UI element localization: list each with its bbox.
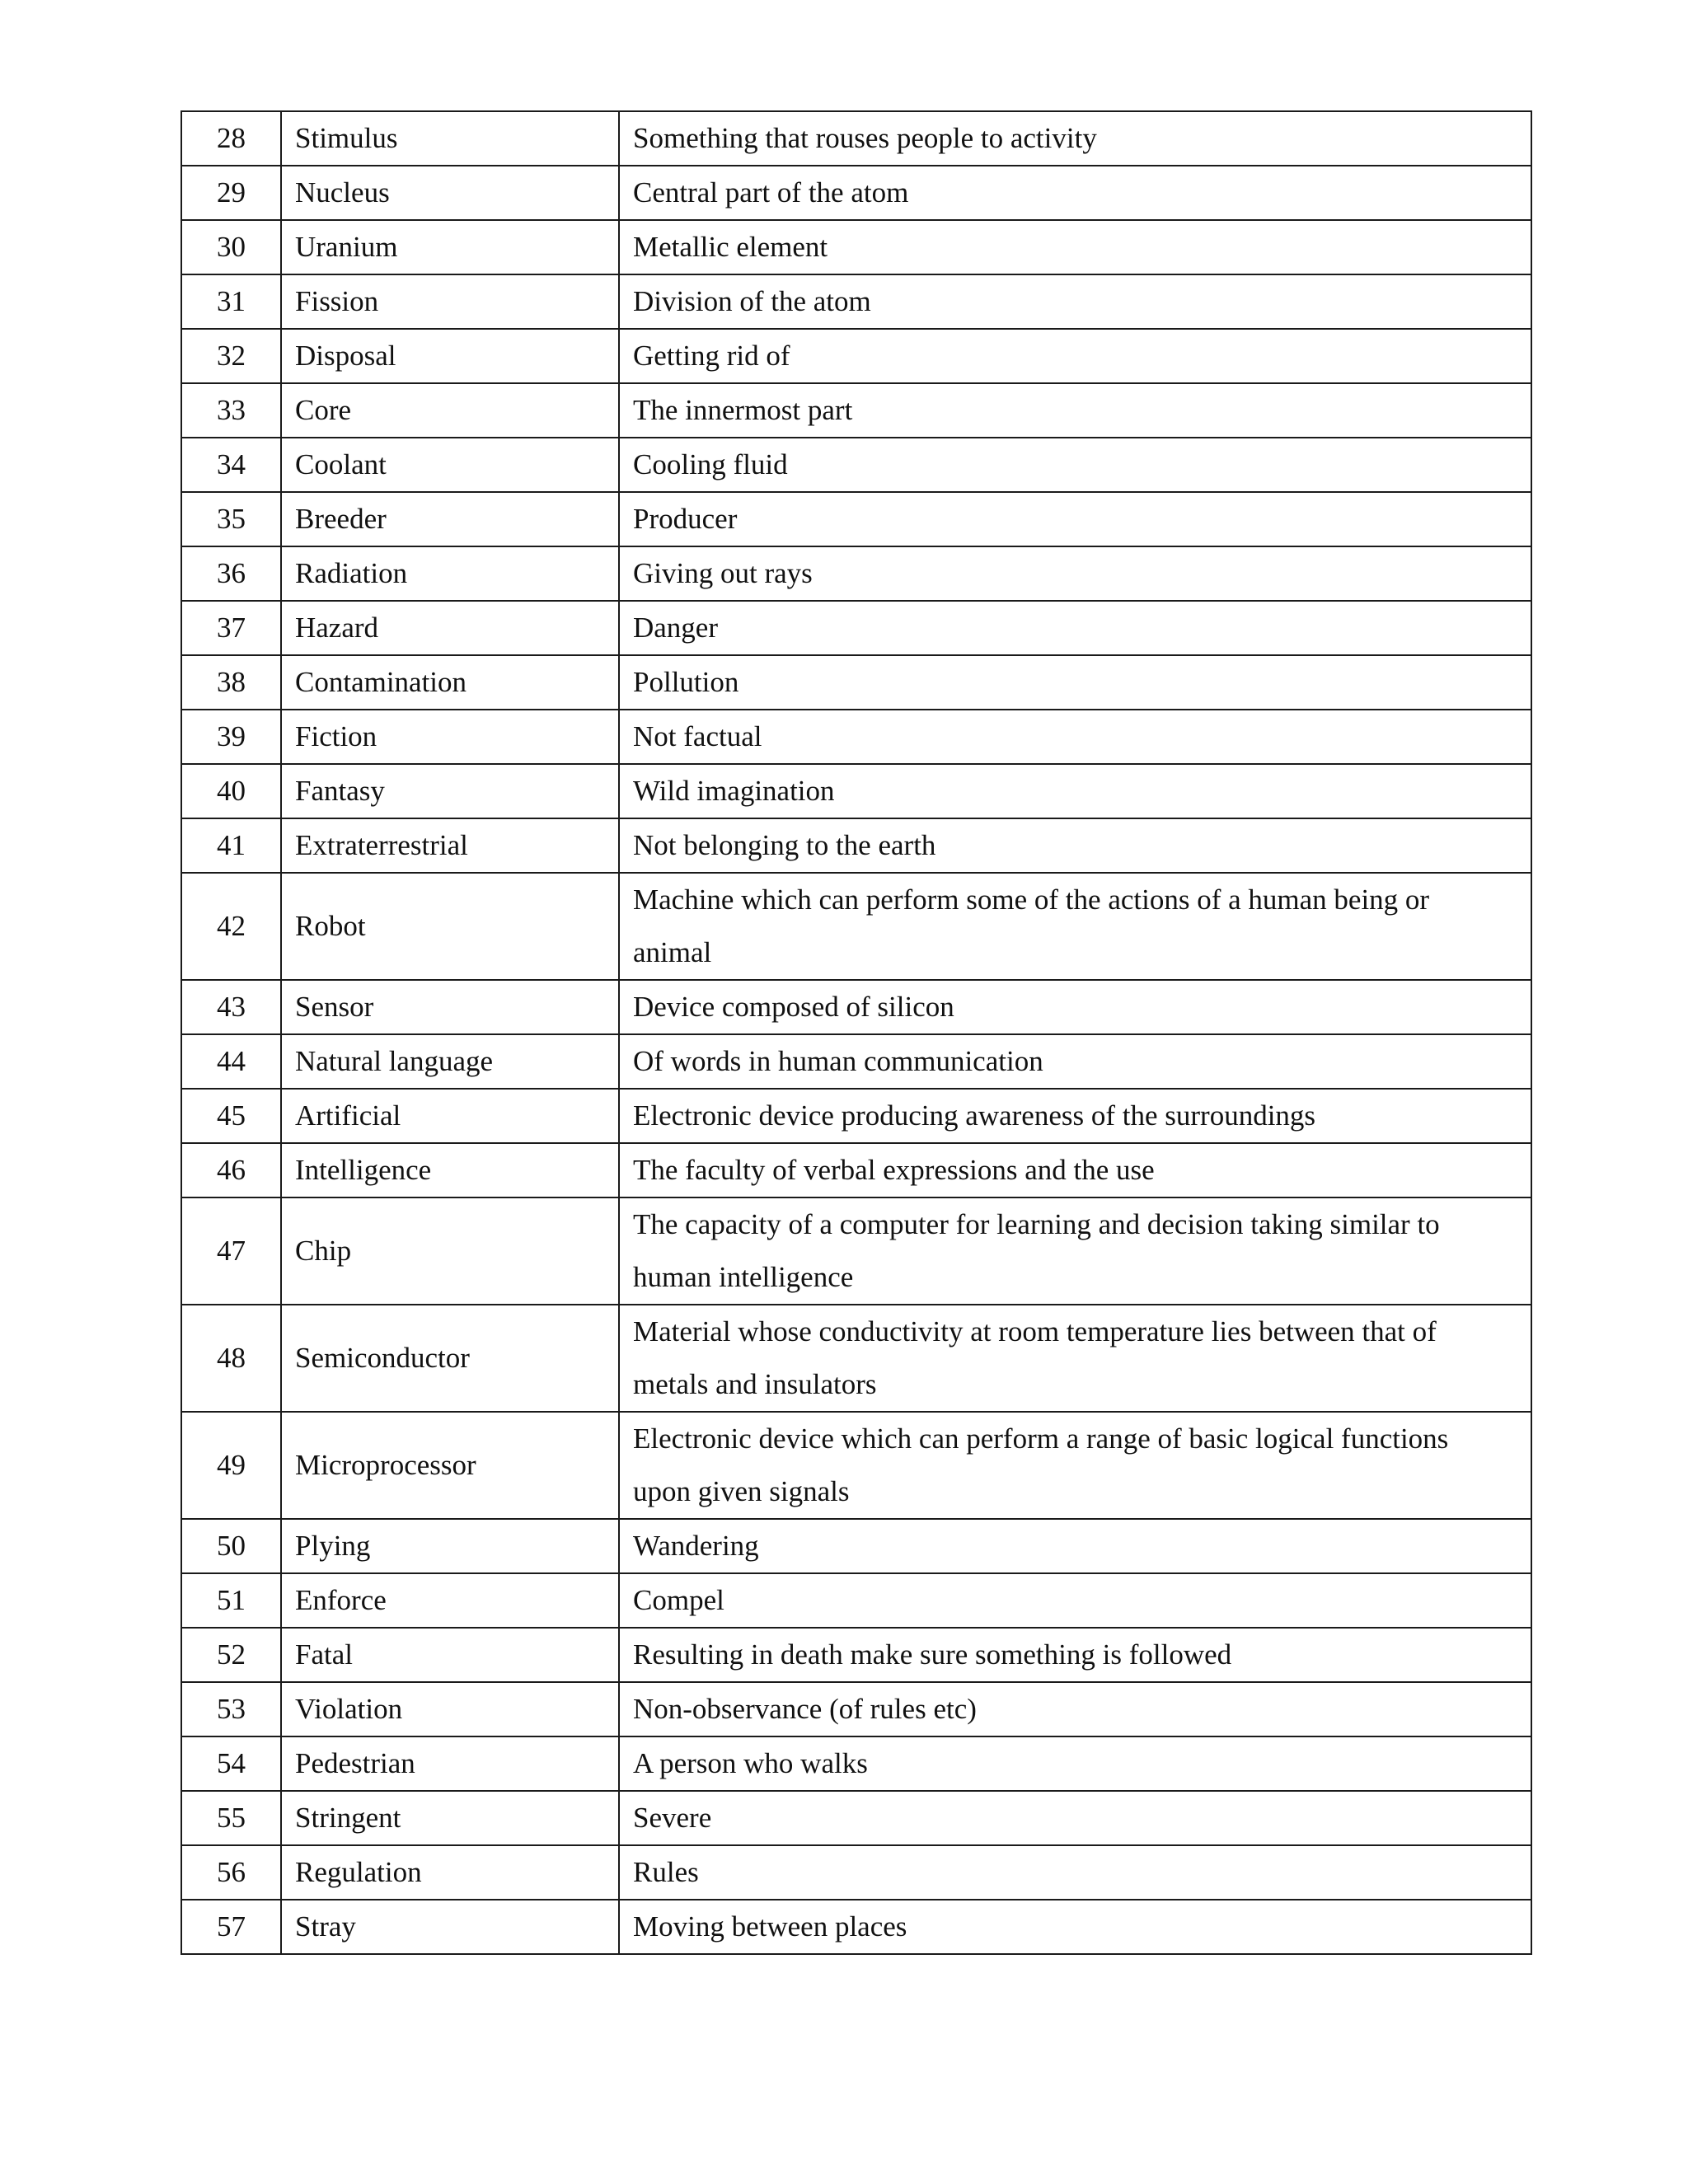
entry-definition: Metallic element bbox=[619, 220, 1531, 274]
entry-definition: The innermost part bbox=[619, 383, 1531, 438]
entry-word: Pedestrian bbox=[281, 1736, 619, 1791]
entry-word: Artificial bbox=[281, 1089, 619, 1143]
entry-definition: Device composed of silicon bbox=[619, 980, 1531, 1034]
table-row bbox=[181, 1900, 1531, 1954]
entry-word: Fission bbox=[281, 274, 619, 329]
entry-number: 32 bbox=[181, 329, 281, 383]
entry-definition: Not belonging to the earth bbox=[619, 818, 1531, 873]
entry-word: Sensor bbox=[281, 980, 619, 1034]
entry-word: Stray bbox=[281, 1900, 619, 1954]
entry-definition: Getting rid of bbox=[619, 329, 1531, 383]
table-row bbox=[181, 764, 1531, 818]
entry-word: Intelligence bbox=[281, 1143, 619, 1197]
table-row bbox=[181, 1412, 1531, 1519]
entry-number: 39 bbox=[181, 710, 281, 764]
table-row bbox=[181, 601, 1531, 655]
entry-number: 52 bbox=[181, 1628, 281, 1682]
entry-definition: Producer bbox=[619, 492, 1531, 546]
table-row bbox=[181, 329, 1531, 383]
entry-definition: Resulting in death make sure something is followed bbox=[619, 1628, 1531, 1682]
table-row bbox=[181, 1573, 1531, 1628]
entry-definition: A person who walks bbox=[619, 1736, 1531, 1791]
entry-definition: Compel bbox=[619, 1573, 1531, 1628]
entry-number: 45 bbox=[181, 1089, 281, 1143]
entry-number: 36 bbox=[181, 546, 281, 601]
entry-word: Stimulus bbox=[281, 111, 619, 166]
entry-word: Uranium bbox=[281, 220, 619, 274]
entry-number: 48 bbox=[181, 1305, 281, 1412]
table-row bbox=[181, 111, 1531, 166]
table-row bbox=[181, 980, 1531, 1034]
entry-definition: Giving out rays bbox=[619, 546, 1531, 601]
entry-number: 33 bbox=[181, 383, 281, 438]
table-row bbox=[181, 438, 1531, 492]
entry-definition: Cooling fluid bbox=[619, 438, 1531, 492]
entry-word: Plying bbox=[281, 1519, 619, 1573]
table-row bbox=[181, 710, 1531, 764]
entry-word: Microprocessor bbox=[281, 1412, 619, 1519]
entry-number: 53 bbox=[181, 1682, 281, 1736]
entry-number: 38 bbox=[181, 655, 281, 710]
entry-definition: Moving between places bbox=[619, 1900, 1531, 1954]
table-row bbox=[181, 1682, 1531, 1736]
table-row bbox=[181, 1143, 1531, 1197]
table-row bbox=[181, 655, 1531, 710]
entry-number: 47 bbox=[181, 1197, 281, 1305]
entry-word: Semiconductor bbox=[281, 1305, 619, 1412]
entry-word: Radiation bbox=[281, 546, 619, 601]
table-row bbox=[181, 1089, 1531, 1143]
entry-word: Robot bbox=[281, 873, 619, 980]
entry-word: Breeder bbox=[281, 492, 619, 546]
entry-definition: Non-observance (of rules etc) bbox=[619, 1682, 1531, 1736]
entry-number: 41 bbox=[181, 818, 281, 873]
entry-word: Core bbox=[281, 383, 619, 438]
entry-number: 43 bbox=[181, 980, 281, 1034]
entry-number: 30 bbox=[181, 220, 281, 274]
table-row bbox=[181, 274, 1531, 329]
entry-definition: Material whose conductivity at room temperature lies between that of metals and insulators bbox=[619, 1305, 1531, 1412]
entry-word: Enforce bbox=[281, 1573, 619, 1628]
entry-definition: Division of the atom bbox=[619, 274, 1531, 329]
entry-word: Extraterrestrial bbox=[281, 818, 619, 873]
table-row bbox=[181, 166, 1531, 220]
table-row bbox=[181, 1305, 1531, 1412]
table-row bbox=[181, 220, 1531, 274]
table-row bbox=[181, 818, 1531, 873]
entry-word: Fatal bbox=[281, 1628, 619, 1682]
entry-number: 57 bbox=[181, 1900, 281, 1954]
entry-number: 42 bbox=[181, 873, 281, 980]
entry-number: 31 bbox=[181, 274, 281, 329]
entry-word: Coolant bbox=[281, 438, 619, 492]
table-row bbox=[181, 383, 1531, 438]
entry-definition: Severe bbox=[619, 1791, 1531, 1845]
table-row bbox=[181, 1628, 1531, 1682]
entry-number: 46 bbox=[181, 1143, 281, 1197]
entry-word: Contamination bbox=[281, 655, 619, 710]
entry-number: 29 bbox=[181, 166, 281, 220]
entry-word: Hazard bbox=[281, 601, 619, 655]
entry-number: 55 bbox=[181, 1791, 281, 1845]
table-row bbox=[181, 873, 1531, 980]
entry-number: 35 bbox=[181, 492, 281, 546]
entry-number: 49 bbox=[181, 1412, 281, 1519]
entry-word: Violation bbox=[281, 1682, 619, 1736]
entry-definition: Central part of the atom bbox=[619, 166, 1531, 220]
entry-word: Chip bbox=[281, 1197, 619, 1305]
entry-number: 44 bbox=[181, 1034, 281, 1089]
entry-definition: Electronic device producing awareness of the surroundings bbox=[619, 1089, 1531, 1143]
entry-number: 50 bbox=[181, 1519, 281, 1573]
table-row bbox=[181, 546, 1531, 601]
entry-word: Stringent bbox=[281, 1791, 619, 1845]
entry-word: Regulation bbox=[281, 1845, 619, 1900]
entry-number: 40 bbox=[181, 764, 281, 818]
entry-word: Nucleus bbox=[281, 166, 619, 220]
entry-number: 37 bbox=[181, 601, 281, 655]
entry-definition: Not factual bbox=[619, 710, 1531, 764]
entry-number: 51 bbox=[181, 1573, 281, 1628]
entry-definition: Of words in human communication bbox=[619, 1034, 1531, 1089]
entry-definition: The capacity of a computer for learning and decision taking similar to human intelligence bbox=[619, 1197, 1531, 1305]
table-row bbox=[181, 1845, 1531, 1900]
table-row bbox=[181, 1197, 1531, 1305]
entry-number: 28 bbox=[181, 111, 281, 166]
entry-definition: Danger bbox=[619, 601, 1531, 655]
entry-word: Disposal bbox=[281, 329, 619, 383]
entry-definition: Wandering bbox=[619, 1519, 1531, 1573]
entry-definition: Wild imagination bbox=[619, 764, 1531, 818]
table-row bbox=[181, 1034, 1531, 1089]
entry-definition: Machine which can perform some of the actions of a human being or animal bbox=[619, 873, 1531, 980]
entry-definition: Something that rouses people to activity bbox=[619, 111, 1531, 166]
entry-word: Natural language bbox=[281, 1034, 619, 1089]
table-row bbox=[181, 1791, 1531, 1845]
vocabulary-table-body bbox=[181, 111, 1531, 1954]
table-row bbox=[181, 492, 1531, 546]
table-row bbox=[181, 1519, 1531, 1573]
entry-word: Fiction bbox=[281, 710, 619, 764]
entry-number: 34 bbox=[181, 438, 281, 492]
entry-definition: Rules bbox=[619, 1845, 1531, 1900]
entry-definition: Electronic device which can perform a range of basic logical functions upon given signals bbox=[619, 1412, 1531, 1519]
entry-word: Fantasy bbox=[281, 764, 619, 818]
entry-definition: The faculty of verbal expressions and the use bbox=[619, 1143, 1531, 1197]
entry-number: 56 bbox=[181, 1845, 281, 1900]
entry-number: 54 bbox=[181, 1736, 281, 1791]
table-row bbox=[181, 1736, 1531, 1791]
vocabulary-table bbox=[181, 110, 1532, 1955]
entry-definition: Pollution bbox=[619, 655, 1531, 710]
